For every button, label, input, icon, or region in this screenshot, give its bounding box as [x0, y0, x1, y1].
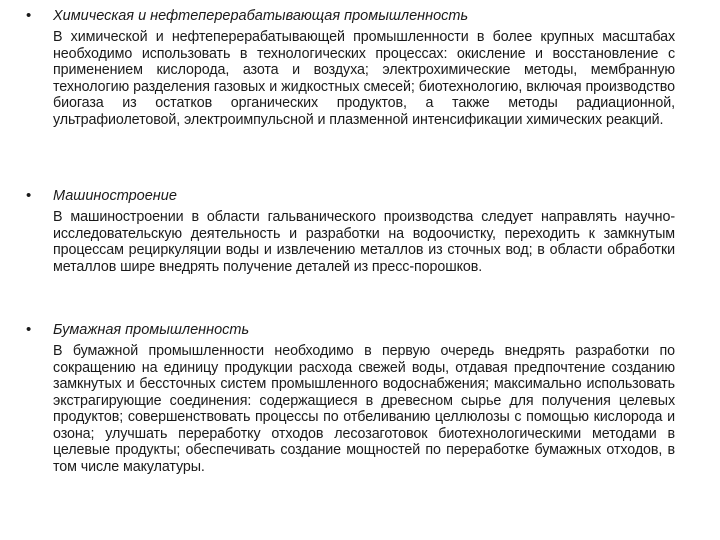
bullet-marker: •: [26, 187, 32, 204]
section-heading: Химическая и нефтеперерабатывающая промышленность: [53, 8, 469, 24]
section-paragraph: В машиностроении в области гальванического производства следует направлять научно-исследовательскую деятельность и разработки на водоочистку, переходить к замкнутым процессам рециркуляции воды и извлечению металлов из сточных вод; в области обработки металлов шире внедрять получение деталей из пресс-порошков.: [53, 209, 675, 275]
section-heading: Бумажная промышленность: [53, 322, 250, 338]
bullet-marker: •: [26, 7, 32, 24]
bullet-marker: •: [26, 321, 32, 338]
section-paragraph: В химической и нефтеперерабатывающей промышленности в более крупных масштабах необходимо использовать в технологических процессах: окисление и восстановление с применением кислорода, азота и воздуха; электрохимические методы, мембранную технологию разделения газовых и жидкостных смесей; биотехнологию, включая производство биогаза из остатков органических продуктов, а также методы радиационной, ультрафиолетовой, электроимпульсной и плазменной интенсификации химических реакций.: [53, 29, 675, 128]
section-paragraph: В бумажной промышленности необходимо в первую очередь внедрять разработки по сокращению на единицу продукции расхода свежей воды, отдавая предпочтение созданию замкнутых и бессточных систем промышленного водоснабжения; максимально использовать экстрагирующие соединения: содержащиеся в древесном сырье для получения целевых продуктов; совершенствовать процессы по отбеливанию целлюлозы с помощью кислорода и озона; улучшать переработку отходов лесозаготовок биотехнологическими методами в целевые продукты; обеспечивать создание мощностей по переработке бумажных отходов, в том числе макулатуры.: [53, 343, 675, 475]
section-heading: Машиностроение: [53, 188, 177, 204]
